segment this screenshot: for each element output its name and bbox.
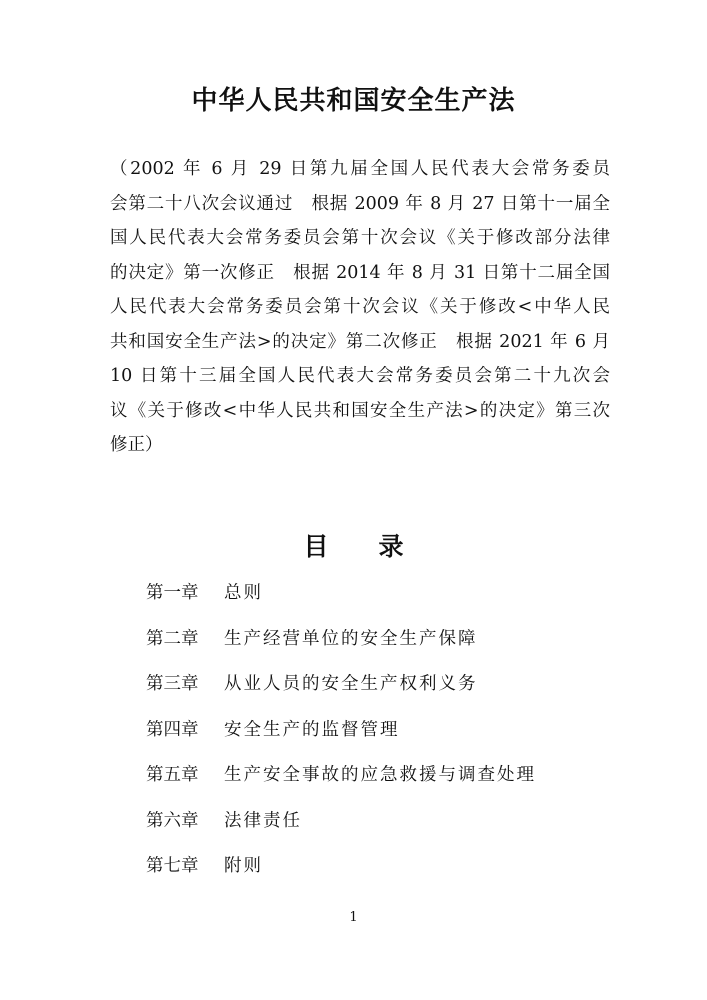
chapter-name: 安全生产的监督管理 <box>224 719 400 740</box>
toc-chapter-7 <box>146 849 616 895</box>
toc-chapter-1 <box>146 576 616 622</box>
toc-title-char: 目 <box>303 532 329 561</box>
chapter-number: 第七章 <box>146 856 199 876</box>
chapter-number: 第五章 <box>146 765 199 785</box>
chapter-name: 总则 <box>224 583 263 603</box>
toc-title-char: 录 <box>378 532 404 561</box>
table-of-contents-title <box>0 530 707 564</box>
toc-chapter-6 <box>146 804 616 850</box>
document-title: 中华人民共和国安全生产法 <box>191 86 516 116</box>
toc-chapter-2 <box>146 622 616 668</box>
preamble-line: 共和国安全生产法>的决定》第二次修正 根据 2021 年 6 月 <box>110 331 610 352</box>
table-of-contents <box>146 576 616 895</box>
page-number: 1 <box>349 910 358 925</box>
preamble-line: 的决定》第一次修正 根据 2014 年 8 月 31 日第十二届全国 <box>110 262 610 283</box>
preamble-line: 人民代表大会常务委员会第十次会议《关于修改<中华人民 <box>110 297 610 317</box>
legislative-history-preamble <box>110 152 610 463</box>
chapter-number: 第六章 <box>146 810 199 831</box>
toc-chapter-4 <box>146 713 616 759</box>
preamble-line: 会第二十八次会议通过 根据 2009 年 8 月 27 日第十一届全 <box>110 193 610 214</box>
chapter-number: 第一章 <box>146 583 199 603</box>
chapter-number: 第二章 <box>146 628 199 649</box>
toc-chapter-3 <box>146 667 616 713</box>
preamble-line: （2002 年 6 月 29 日第九届全国人民代表大会常务委员 <box>110 159 610 179</box>
chapter-number: 第四章 <box>146 719 199 740</box>
preamble-line: 修正） <box>110 435 163 455</box>
preamble-line: 议《关于修改<中华人民共和国安全生产法>的决定》第三次 <box>110 400 610 421</box>
chapter-name: 生产经营单位的安全生产保障 <box>224 628 478 649</box>
chapter-name: 生产安全事故的应急救援与调查处理 <box>224 765 536 785</box>
chapter-number: 第三章 <box>146 674 199 694</box>
chapter-name: 从业人员的安全生产权利义务 <box>224 674 478 694</box>
toc-chapter-5 <box>146 758 616 804</box>
preamble-line: 10 日第十三届全国人民代表大会常务委员会第二十九次会 <box>110 366 610 386</box>
chapter-name: 附则 <box>224 856 263 876</box>
preamble-line: 国人民代表大会常务委员会第十次会议《关于修改部分法律 <box>110 228 610 248</box>
chapter-name: 法律责任 <box>224 810 302 831</box>
